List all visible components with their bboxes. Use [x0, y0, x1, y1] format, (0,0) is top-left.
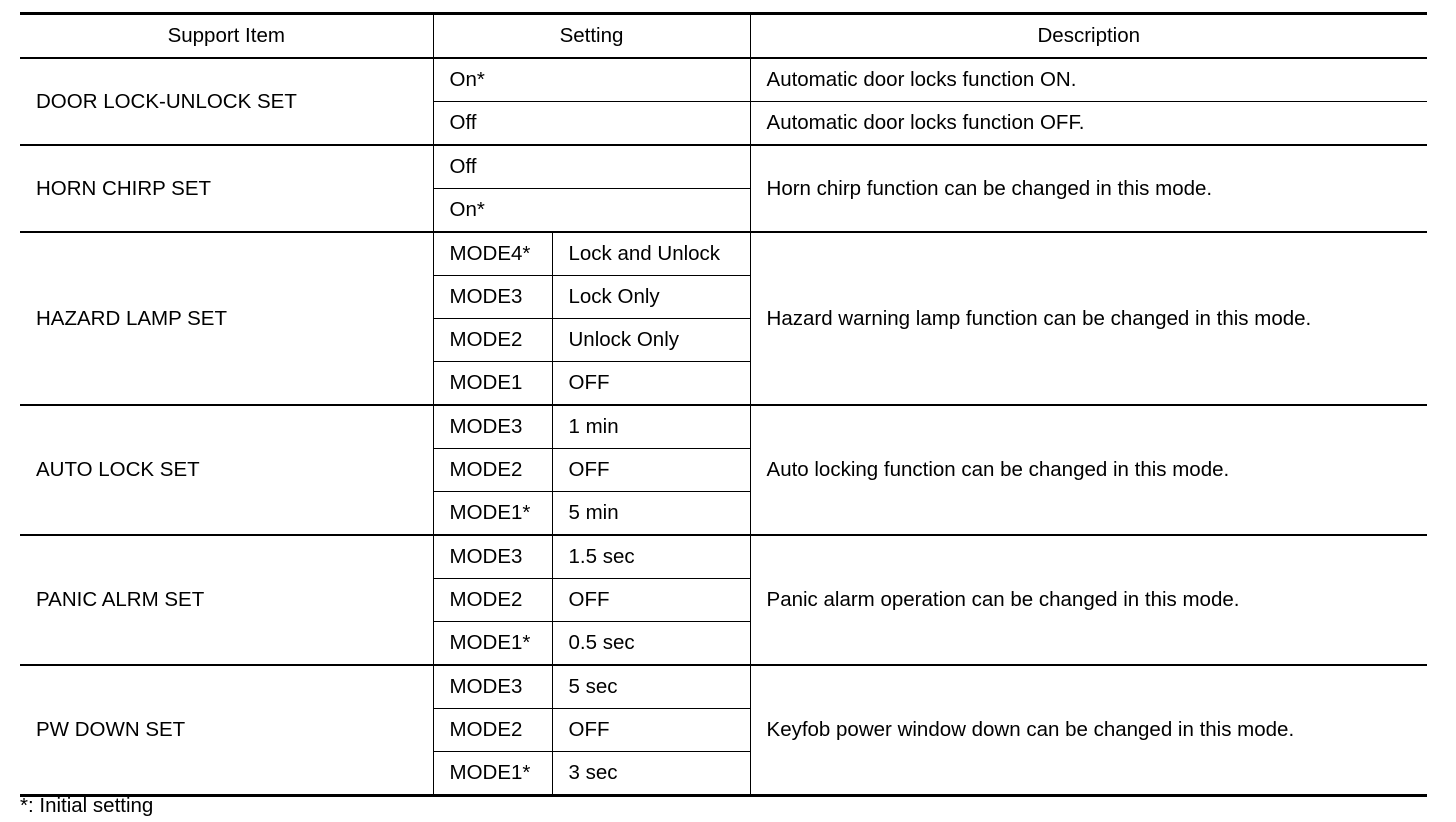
- mode-cell: MODE2: [433, 579, 552, 622]
- mode-cell: MODE1*: [433, 752, 552, 796]
- description-cell: Panic alarm operation can be changed in this mode.: [750, 535, 1427, 665]
- mode-cell: MODE2: [433, 319, 552, 362]
- support-item-horn-chirp: HORN CHIRP SET: [20, 145, 433, 232]
- mode-value-cell: OFF: [552, 362, 750, 406]
- setting-cell: Off: [433, 145, 750, 189]
- mode-cell: MODE3: [433, 535, 552, 579]
- mode-value-cell: 5 min: [552, 492, 750, 536]
- setting-cell: On*: [433, 189, 750, 233]
- mode-cell: MODE2: [433, 709, 552, 752]
- support-item-hazard-lamp: HAZARD LAMP SET: [20, 232, 433, 405]
- support-item-pw-down: PW DOWN SET: [20, 665, 433, 796]
- description-cell: Keyfob power window down can be changed in this mode.: [750, 665, 1427, 796]
- mode-value-cell: OFF: [552, 709, 750, 752]
- mode-value-cell: 5 sec: [552, 665, 750, 709]
- table-row: [20, 535, 1427, 579]
- mode-value-cell: Lock and Unlock: [552, 232, 750, 276]
- mode-cell: MODE2: [433, 449, 552, 492]
- mode-cell: MODE1*: [433, 492, 552, 536]
- table-row: [20, 405, 1427, 449]
- setting-cell: Off: [433, 102, 750, 146]
- setting-cell: On*: [433, 58, 750, 102]
- support-item-settings-table: [20, 12, 1427, 797]
- description-cell: Automatic door locks function ON.: [750, 58, 1427, 102]
- mode-cell: MODE4*: [433, 232, 552, 276]
- table-row: [20, 145, 1427, 189]
- mode-value-cell: 1 min: [552, 405, 750, 449]
- mode-cell: MODE3: [433, 665, 552, 709]
- support-item-panic-alarm: PANIC ALRM SET: [20, 535, 433, 665]
- settings-table-container: [20, 12, 1427, 797]
- mode-value-cell: 3 sec: [552, 752, 750, 796]
- table-row: [20, 665, 1427, 709]
- header-support-item: Support Item: [20, 14, 433, 59]
- initial-setting-footnote: *: Initial setting: [20, 794, 154, 817]
- mode-cell: MODE1*: [433, 622, 552, 666]
- description-cell: Auto locking function can be changed in this mode.: [750, 405, 1427, 535]
- mode-value-cell: 1.5 sec: [552, 535, 750, 579]
- mode-value-cell: 0.5 sec: [552, 622, 750, 666]
- mode-value-cell: Lock Only: [552, 276, 750, 319]
- description-cell: Automatic door locks function OFF.: [750, 102, 1427, 146]
- table-row: [20, 58, 1427, 102]
- table-header-row: [20, 14, 1427, 59]
- mode-cell: MODE3: [433, 276, 552, 319]
- mode-value-cell: OFF: [552, 449, 750, 492]
- mode-value-cell: OFF: [552, 579, 750, 622]
- description-cell: Hazard warning lamp function can be changed in this mode.: [750, 232, 1427, 405]
- header-description: Description: [750, 14, 1427, 59]
- mode-cell: MODE3: [433, 405, 552, 449]
- support-item-door-lock-unlock: DOOR LOCK-UNLOCK SET: [20, 58, 433, 145]
- mode-value-cell: Unlock Only: [552, 319, 750, 362]
- support-item-auto-lock: AUTO LOCK SET: [20, 405, 433, 535]
- description-cell: Horn chirp function can be changed in this mode.: [750, 145, 1427, 232]
- mode-cell: MODE1: [433, 362, 552, 406]
- table-row: [20, 232, 1427, 276]
- header-setting: Setting: [433, 14, 750, 59]
